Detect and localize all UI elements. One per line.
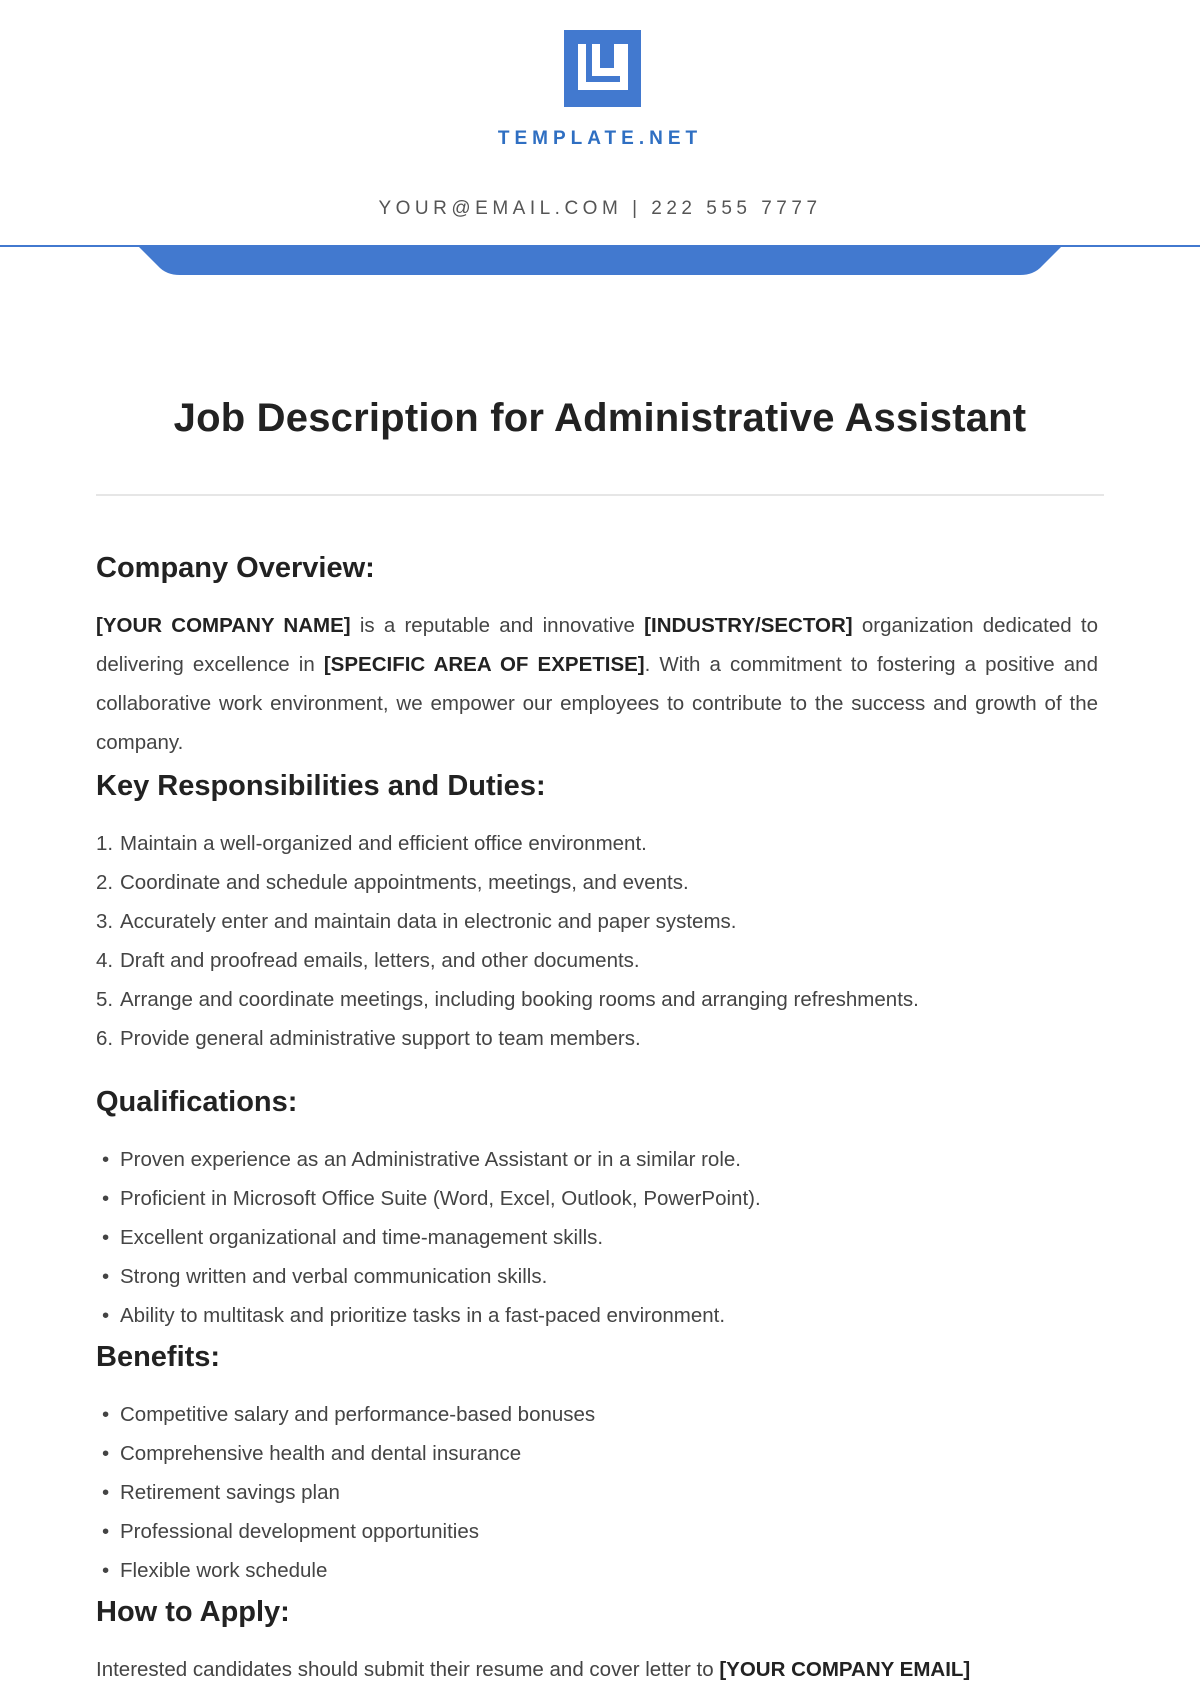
overview-text: . With a commitment to fostering a positive and collaborative work environment, we empower our employees to contribute to the success and growth of the company.: [96, 653, 1098, 754]
list-number: 2.: [96, 871, 114, 894]
list-item: [96, 941, 1098, 980]
list-item: [96, 1140, 1098, 1179]
title-divider: [96, 494, 1104, 496]
bullet-icon: •: [102, 1226, 110, 1249]
list-item: [96, 1296, 1098, 1335]
list-number: 4.: [96, 949, 114, 972]
document-header: [0, 0, 1200, 280]
responsibilities-list: [96, 824, 1098, 1058]
section-heading: Key Responsibilities and Duties:: [96, 770, 546, 802]
list-item: [96, 1257, 1098, 1296]
section-heading: Qualifications:: [96, 1086, 298, 1118]
list-item: [96, 1434, 1098, 1473]
list-item: [96, 1395, 1098, 1434]
list-number: 3.: [96, 910, 114, 933]
apply-text: Interested candidates should submit their resume and cover letter to: [96, 1658, 720, 1681]
bullet-icon: •: [102, 1481, 110, 1504]
list-item-text: Maintain a well-organized and efficient office environment.: [120, 832, 647, 855]
list-item-text: Accurately enter and maintain data in electronic and paper systems.: [120, 910, 737, 933]
contact-info: YOUR@EMAIL.COM | 222 555 7777: [378, 198, 822, 219]
company-name-placeholder: [YOUR COMPANY NAME]: [96, 614, 351, 637]
list-item: [96, 902, 1098, 941]
list-item: [96, 1512, 1098, 1551]
benefits-list: [96, 1395, 1098, 1590]
section-heading: Company Overview:: [96, 552, 375, 584]
list-item-text: Comprehensive health and dental insurance: [120, 1442, 522, 1465]
section-heading: Benefits:: [96, 1341, 221, 1373]
overview-paragraph: [96, 606, 1098, 762]
list-item-text: Competitive salary and performance-based bonuses: [120, 1403, 596, 1426]
list-item: [96, 1218, 1098, 1257]
document-body: [96, 548, 1098, 1689]
qualifications-section: [96, 1082, 1098, 1335]
list-item-text: Professional development opportunities: [120, 1520, 479, 1543]
list-item-text: Arrange and coordinate meetings, including booking rooms and arranging refreshments.: [120, 988, 919, 1011]
document-title: Job Description for Administrative Assistant: [173, 396, 1027, 440]
bullet-icon: •: [102, 1187, 110, 1210]
company-email-placeholder: [YOUR COMPANY EMAIL]: [719, 1658, 971, 1681]
how-to-apply-section: [96, 1592, 1098, 1689]
list-item: [96, 1473, 1098, 1512]
template-logo-icon: [564, 30, 641, 107]
list-number: 5.: [96, 988, 114, 1011]
list-item-text: Provide general administrative support to team members.: [120, 1027, 641, 1050]
company-overview-section: [96, 548, 1098, 762]
bullet-icon: •: [102, 1442, 110, 1465]
list-item: [96, 980, 1098, 1019]
apply-paragraph: [96, 1650, 1098, 1689]
overview-text: organization dedicated to delivering excellence in: [96, 614, 1098, 676]
responsibilities-section: [96, 766, 1098, 1058]
list-item-text: Draft and proofread emails, letters, and other documents.: [120, 949, 640, 972]
expertise-placeholder: [SPECIFIC AREA OF EXPETISE]: [323, 653, 645, 676]
list-item-text: Proven experience as an Administrative Assistant or in a similar role.: [120, 1148, 741, 1171]
benefits-section: [96, 1337, 1098, 1590]
list-item-text: Flexible work schedule: [120, 1559, 328, 1582]
list-item: [96, 1179, 1098, 1218]
list-number: 6.: [96, 1027, 114, 1050]
list-item-text: Strong written and verbal communication skills.: [120, 1265, 548, 1288]
bullet-icon: •: [102, 1304, 110, 1327]
overview-text: is a reputable and innovative: [350, 614, 645, 637]
list-item: [96, 863, 1098, 902]
bullet-icon: •: [102, 1265, 110, 1288]
section-heading: How to Apply:: [96, 1596, 290, 1628]
list-number: 1.: [96, 832, 114, 855]
bullet-icon: •: [102, 1403, 110, 1426]
list-item: [96, 1551, 1098, 1590]
list-item: [96, 824, 1098, 863]
list-item-text: Proficient in Microsoft Office Suite (Word, Excel, Outlook, PowerPoint).: [120, 1187, 761, 1210]
qualifications-list: [96, 1140, 1098, 1335]
industry-placeholder: [INDUSTRY/SECTOR]: [644, 614, 853, 637]
list-item-text: Retirement savings plan: [120, 1481, 340, 1504]
bullet-icon: •: [102, 1520, 110, 1543]
header-band: [0, 246, 1200, 276]
list-item: [96, 1019, 1098, 1058]
brand-name: TEMPLATE.NET: [497, 128, 703, 149]
list-item-text: Coordinate and schedule appointments, meetings, and events.: [120, 871, 689, 894]
bullet-icon: •: [102, 1559, 110, 1582]
bullet-icon: •: [102, 1148, 110, 1171]
list-item-text: Ability to multitask and prioritize tasks in a fast-paced environment.: [120, 1304, 726, 1327]
list-item-text: Excellent organizational and time-management skills.: [120, 1226, 604, 1249]
